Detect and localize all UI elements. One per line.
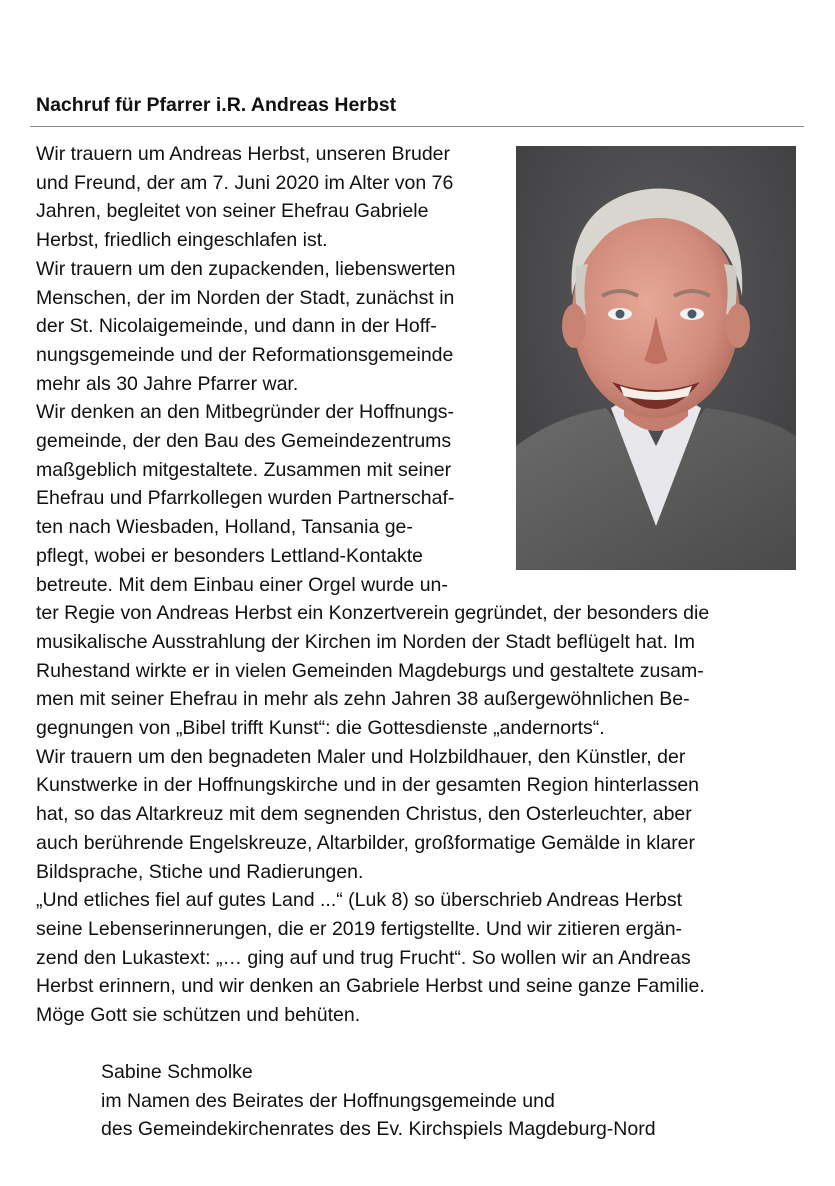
body-line: „Und etliches fiel auf gutes Land ...“ (Luk 8) so überschrieb Andreas Herbst <box>36 889 683 912</box>
body-line: Wir denken an den Mitbegründer der Hoffnungs- <box>36 401 455 424</box>
signature-line-2: des Gemeindekirchenrates des Ev. Kirchspiels Magdeburg-Nord <box>101 1118 656 1140</box>
body-line: Jahren, begleitet von seiner Ehefrau Gabriele <box>36 200 429 223</box>
body-line: pflegt, wobei er besonders Lettland-Kontakte <box>36 544 424 567</box>
body-line: Bildsprache, Stiche und Radierungen. <box>36 860 364 883</box>
portrait-frame <box>516 146 796 574</box>
body-line: Herbst erinnern, und wir denken an Gabriele Herbst und seine ganze Familie. <box>36 975 705 998</box>
body-line: maßgeblich mitgestaltete. Zusammen mit seiner <box>36 458 452 481</box>
signature-block <box>101 1058 656 1144</box>
body-line: ten nach Wiesbaden, Holland, Tansania ge- <box>36 516 413 539</box>
body-line: mehr als 30 Jahre Pfarrer war. <box>36 372 299 395</box>
body-line: Wir trauern um den zupackenden, liebenswerten <box>36 257 456 280</box>
body-line: Möge Gott sie schützen und behüten. <box>36 1004 361 1027</box>
portrait-photo <box>516 146 796 570</box>
body-line: gegnungen von „Bibel trifft Kunst“: die Gottesdienste „andernorts“. <box>36 717 605 740</box>
article-body <box>36 140 796 1030</box>
body-line: gemeinde, der den Bau des Gemeindezentrums <box>36 430 452 453</box>
title-divider <box>30 126 804 127</box>
body-line: auch berührende Engelskreuze, Altarbilder, großformatige Gemälde in klarer <box>36 831 696 854</box>
body-line: Ruhestand wirkte er in vielen Gemeinden Magdeburgs und gestaltete zusam- <box>36 659 704 682</box>
body-line: musikalische Ausstrahlung der Kirchen im Norden der Stadt beflügelt hat. Im <box>36 630 696 653</box>
body-line: zend den Lukastext: „… ging auf und trug Frucht“. So wollen wir an Andreas <box>36 946 691 969</box>
body-line: betreute. Mit dem Einbau einer Orgel wurde un- <box>36 573 448 596</box>
body-line: ter Regie von Andreas Herbst ein Konzertverein gegründet, der besonders die <box>36 602 710 625</box>
body-line: nungsgemeinde und der Reformationsgemeinde <box>36 343 454 366</box>
body-line: seine Lebenserinnerungen, die er 2019 fertigstellte. Und wir zitieren ergän- <box>36 917 683 940</box>
body-line: hat, so das Altarkreuz mit dem segnenden Christus, den Osterleuchter, aber <box>36 803 692 826</box>
signature-line-1: im Namen des Beirates der Hoffnungsgemeinde und <box>101 1089 555 1112</box>
article-title: Nachruf für Pfarrer i.R. Andreas Herbst <box>36 94 397 116</box>
body-line: Wir trauern um Andreas Herbst, unseren Bruder <box>36 143 451 165</box>
body-line: und Freund, der am 7. Juni 2020 im Alter von 76 <box>36 171 454 194</box>
body-line: Wir trauern um den begnadeten Maler und Holzbildhauer, den Künstler, der <box>36 745 686 768</box>
body-line: men mit seiner Ehefrau in mehr als zehn Jahren 38 außergewöhnlichen Be- <box>36 688 690 711</box>
body-line: Ehefrau und Pfarrkollegen wurden Partnerschaf- <box>36 487 455 510</box>
body-line: Menschen, der im Norden der Stadt, zunächst in <box>36 286 455 309</box>
signature-name: Sabine Schmolke <box>101 1061 253 1083</box>
body-line: der St. Nicolaigemeinde, und dann in der Hoff- <box>36 315 437 338</box>
body-line: Kunstwerke in der Hoffnungskirche und in der gesamten Region hinterlassen <box>36 774 700 797</box>
body-line: Herbst, friedlich eingeschlafen ist. <box>36 229 328 252</box>
